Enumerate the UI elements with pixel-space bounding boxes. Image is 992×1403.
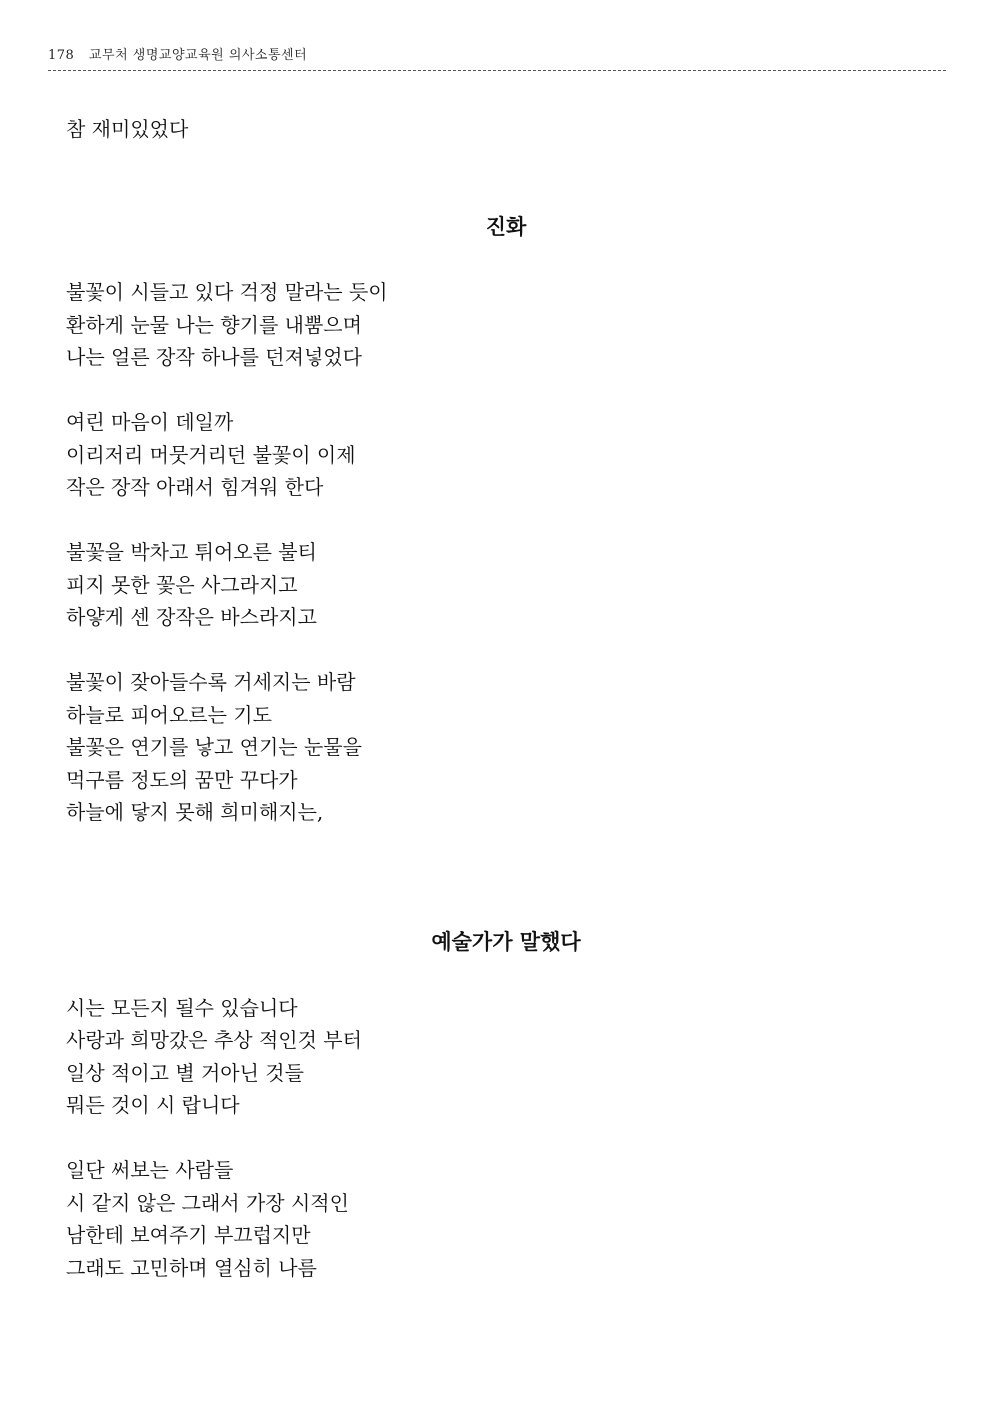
intro-line: 참 재미있었다: [66, 117, 189, 141]
poem-line: 그래도 고민하며 열심히 나름: [66, 1256, 317, 1280]
poem-line: 환하게 눈물 나는 향기를 내뿜으며: [66, 313, 362, 337]
poem-line: 시는 모든지 될수 있습니다: [66, 996, 298, 1020]
poem-line: 뭐든 것이 시 랍니다: [66, 1093, 240, 1117]
poem-line: 여린 마음이 데일까: [66, 410, 234, 434]
poem-line: 불꽃은 연기를 낳고 연기는 눈물을: [66, 735, 362, 759]
poem-line: 피지 못한 꽃은 사그라지고: [66, 573, 298, 597]
running-title: 교무처 생명교양교육원 의사소통센터: [88, 48, 308, 63]
poem-line: 불꽃을 박차고 튀어오른 불티: [66, 540, 317, 564]
poem-line: 일상 적이고 별 거아닌 것들: [66, 1061, 304, 1085]
poem-line: 하늘에 닿지 못해 희미해지는,: [66, 800, 324, 824]
poem-line: 나는 얼른 장작 하나를 던져넣었다: [66, 345, 362, 369]
running-header: [48, 44, 946, 63]
poem-line: 하얗게 센 장작은 바스라지고: [66, 605, 317, 629]
poem-line: 작은 장작 아래서 힘겨워 한다: [66, 475, 324, 499]
poem-line: 남한테 보여주기 부끄럽지만: [66, 1223, 311, 1247]
poem-line: 하늘로 피어오르는 기도: [66, 703, 272, 727]
poem-line: 이리저리 머뭇거리던 불꽃이 이제: [66, 443, 356, 467]
poem-line: 사랑과 희망갔은 추상 적인것 부터: [66, 1028, 362, 1052]
poem-line: 불꽃이 시들고 있다 걱정 말라는 듯이: [66, 280, 388, 304]
poem-title: 진화: [485, 214, 527, 239]
poem-line: 먹구름 정도의 꿈만 꾸다가: [66, 768, 298, 792]
poem-title: 예술가가 말했다: [431, 929, 581, 954]
poem-line: 일단 써보는 사람들: [66, 1158, 234, 1182]
poem-line: 불꽃이 잦아들수록 거세지는 바람: [66, 670, 356, 694]
poem-line: 시 같지 않은 그래서 가장 시적인: [66, 1191, 349, 1215]
page-number: 178: [48, 48, 75, 63]
header-divider: [48, 70, 946, 71]
